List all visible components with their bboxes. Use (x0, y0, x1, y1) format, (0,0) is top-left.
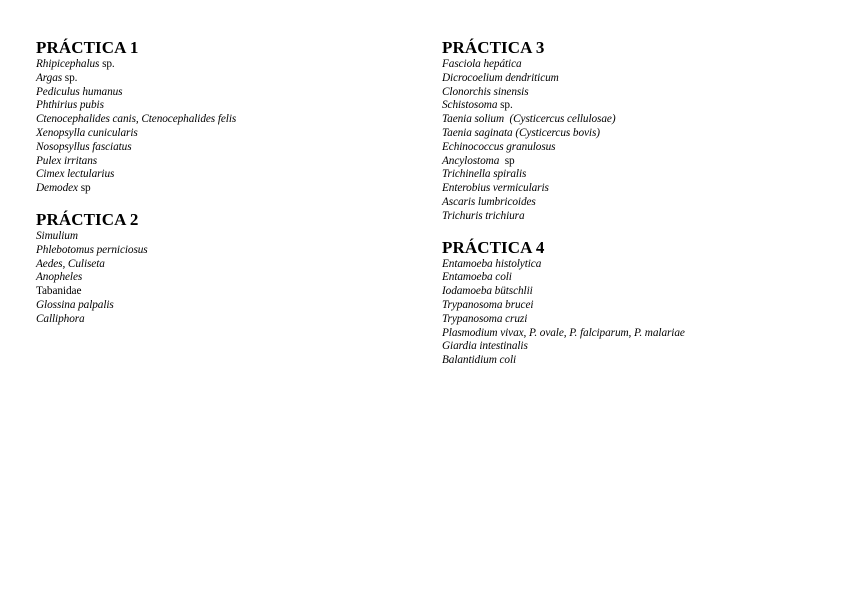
species-suffix: sp. (99, 58, 115, 70)
section-title: PRÁCTICA 4 (442, 237, 545, 257)
species-name: Iodamoeba bütschlii (442, 285, 533, 298)
species-item (36, 230, 436, 244)
species-name: Nosopsyllus fasciatus (36, 140, 132, 153)
right-column (442, 38, 842, 382)
species-suffix: sp (77, 182, 91, 195)
species-item (36, 271, 436, 285)
species-name: Pediculus humanus (36, 85, 123, 98)
species-name: Clonorchis sinensis (442, 85, 529, 98)
species-name: Taenia solium (442, 113, 504, 126)
species-name: Trypanosoma cruzi (442, 312, 528, 325)
species-item (36, 155, 436, 169)
species-name: Aedes, Culiseta (36, 257, 105, 270)
species-name: Trichuris trichiura (442, 209, 525, 222)
species-name: Ctenocephalides canis, Ctenocephalides felis (36, 113, 237, 126)
species-name: Ascaris lumbricoides (442, 195, 536, 208)
section-title: PRÁCTICA 1 (36, 38, 139, 57)
species-name: Enterobius vermicularis (442, 182, 549, 195)
species-name: Trypanosoma brucei (442, 298, 534, 311)
species-item (442, 258, 842, 272)
section-practica-3 (442, 38, 842, 224)
species-item (36, 141, 436, 155)
species-item (442, 340, 842, 354)
species-suffix: (Cysticercus cellulosae) (504, 113, 616, 126)
species-name: Ancylostoma (442, 154, 500, 167)
species-item (36, 168, 436, 182)
species-item (442, 210, 842, 224)
species-name: Demodex (36, 182, 78, 195)
section-practica-1 (36, 38, 436, 196)
species-name: Taenia saginata (442, 126, 513, 139)
species-item (442, 354, 842, 368)
species-item (442, 196, 842, 210)
species-item (36, 244, 436, 258)
species-name: Giardia intestinalis (442, 340, 528, 353)
species-suffix: sp (499, 154, 515, 167)
species-name: Glossina palpalis (36, 298, 114, 311)
species-item (36, 313, 436, 327)
species-name: Phthirius pubis (36, 99, 104, 112)
species-name: Plasmodium vivax, P. ovale, P. falciparum, P. malariae (442, 326, 685, 339)
species-item (442, 313, 842, 327)
species-item (36, 58, 436, 72)
species-item (442, 168, 842, 182)
species-list (442, 58, 842, 224)
species-item (36, 86, 436, 100)
species-list (36, 58, 436, 196)
species-name: Pulex irritans (36, 154, 98, 167)
species-list (442, 258, 842, 368)
species-item (36, 99, 436, 113)
species-item (36, 299, 436, 313)
species-name: Entamoeba histolytica (442, 257, 542, 270)
species-name: Fasciola hepática (442, 58, 522, 70)
species-name: Argas (36, 71, 63, 84)
species-suffix: Tabanidae (36, 285, 82, 298)
species-item (442, 141, 842, 155)
species-suffix: (Cysticercus bovis) (512, 126, 600, 139)
species-suffix: sp. (62, 71, 78, 84)
species-item (36, 113, 436, 127)
species-name: Entamoeba coli (442, 271, 512, 284)
species-item (442, 113, 842, 127)
species-suffix: sp. (497, 99, 513, 112)
species-item (442, 271, 842, 285)
species-name: Schistosoma (442, 99, 498, 112)
species-name: Simulium (36, 229, 78, 242)
species-item (442, 182, 842, 196)
species-item (442, 327, 842, 341)
species-item (36, 285, 436, 299)
left-column (36, 38, 436, 341)
species-name: Rhipicephalus (36, 58, 100, 70)
species-name: Echinococcus granulosus (442, 140, 556, 153)
section-practica-4 (442, 238, 842, 368)
species-list (36, 230, 436, 327)
species-name: Calliphora (36, 312, 85, 325)
species-item (442, 72, 842, 86)
species-item (36, 182, 436, 196)
species-item (442, 86, 842, 100)
species-item (442, 99, 842, 113)
species-name: Dicrocoelium dendriticum (442, 71, 559, 84)
species-item (442, 155, 842, 169)
species-item (36, 258, 436, 272)
species-item (36, 127, 436, 141)
species-name: Xenopsylla cunicularis (36, 126, 138, 139)
species-item (442, 127, 842, 141)
species-item (442, 58, 842, 72)
species-item (442, 299, 842, 313)
section-title: PRÁCTICA 3 (442, 38, 545, 57)
species-name: Anopheles (36, 271, 83, 284)
species-name: Phlebotomus perniciosus (36, 243, 148, 256)
species-name: Cimex lectularius (36, 168, 115, 181)
species-item (442, 285, 842, 299)
section-title: PRÁCTICA 2 (36, 209, 139, 229)
species-name: Balantidium coli (442, 354, 517, 367)
species-item (36, 72, 436, 86)
section-practica-2 (36, 210, 436, 327)
species-name: Trichinella spiralis (442, 168, 527, 181)
